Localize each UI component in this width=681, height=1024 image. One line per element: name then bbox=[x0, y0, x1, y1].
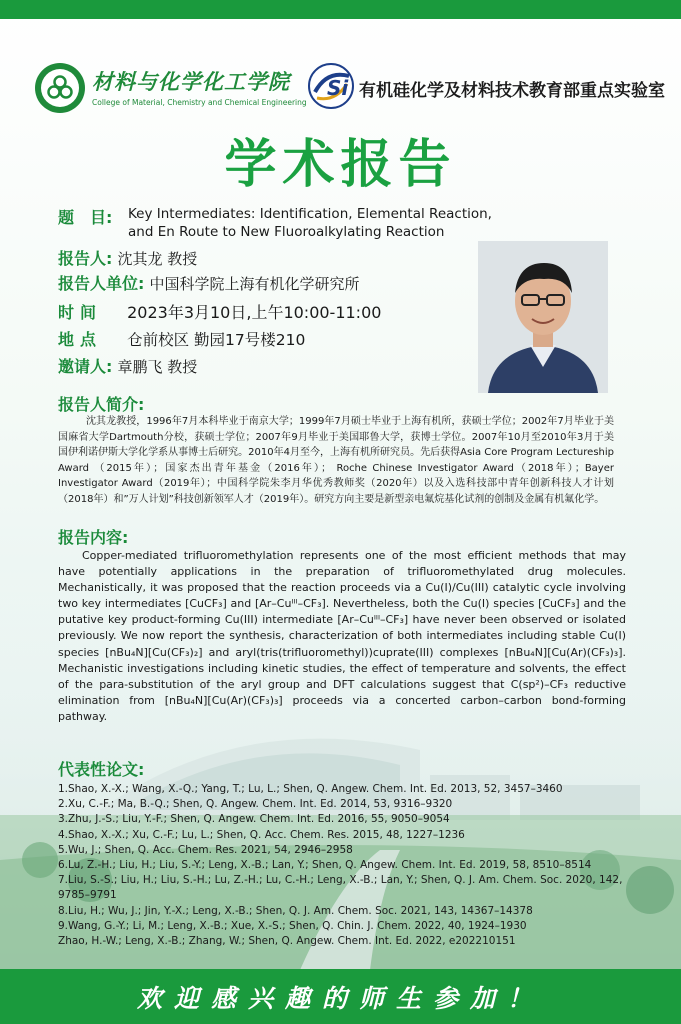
abstract-heading: 报告内容: bbox=[58, 528, 129, 547]
college-emblem-icon bbox=[34, 62, 86, 114]
paper-list bbox=[58, 782, 638, 949]
host-label: 邀请人: bbox=[58, 357, 113, 376]
speaker-photo bbox=[478, 241, 608, 393]
paper-item: 8.Liu, H.; Wu, J.; Jin, Y.-X.; Leng, X.-B.; Shen, Q. J. Am. Chem. Soc. 2021, 143, 14367–14378 bbox=[58, 904, 533, 917]
time-row bbox=[58, 300, 381, 323]
bio-text: 沈其龙教授，1996年7月本科毕业于南京大学；1999年7月硕士毕业于上海有机所，获硕士学位；2002年7月毕业于美国麻省大学Dartmouth分校，获硕士学位；2007年9月毕业于美国耶鲁大学，获博士学位。2007年10月至2010年3月于美国伊利诺伊斯大学化学系从事博士后研究。2010年4月至今，上海有机所研究员。先后获得Asia Core Program Lectureship Award （2015年）；国家杰出青年基金（2016年）； Roche Chinese Investigator Award（2018年）；Bayer Investigator Award（2019年）；中国科学院朱李月华优秀教师奖（2020年）以及入选科技部中青年创新科技人才计划（2018年）和”万人计划”科技创新领军人才（2019年）。研究方向主要是新型亲电氟烷基化试剂的创制及金属有机氟化学。 bbox=[58, 416, 614, 505]
place-row bbox=[58, 327, 305, 350]
topic-label: 题 目: bbox=[58, 208, 113, 227]
lab-name: 有机硅化学及材料技术教育部重点实验室 bbox=[359, 81, 665, 101]
paper-item: 4.Shao, X.-X.; Xu, C.-F.; Lu, L.; Shen, Q. Acc. Chem. Res. 2015, 48, 1227–1236 bbox=[58, 828, 465, 841]
paper-item: 7.Liu, S.-S.; Liu, H.; Liu, S.-H.; Lu, Z.-H.; Lu, C.-H.; Leng, X.-B.; Lan, Y.; Shen, Q. J. Am. Chem. Soc. 2020, 142, 9785–9791 bbox=[58, 874, 623, 902]
paper-item: 1.Shao, X.-X.; Wang, X.-Q.; Yang, T.; Lu, L.; Shen, Q. Angew. Chem. Int. Ed. 2013, 52, 3457–3460 bbox=[58, 783, 563, 795]
affiliation-row bbox=[58, 271, 360, 294]
college-name-cn: 材料与化学化工学院 bbox=[92, 69, 290, 94]
paper-item: 5.Wu, J.; Shen, Q. Acc. Chem. Res. 2021, 54, 2946–2958 bbox=[58, 843, 353, 856]
speaker-name: 沈其龙 教授 bbox=[117, 250, 198, 268]
place-value: 仓前校区 勤园17号楼210 bbox=[127, 331, 306, 349]
svg-text:Si: Si bbox=[327, 76, 349, 100]
topic-row bbox=[58, 205, 112, 228]
si-lab-logo-icon bbox=[307, 62, 355, 110]
speaker-row bbox=[58, 246, 197, 269]
college-name-en: College of Material, Chemistry and Chemical Engineering bbox=[92, 98, 307, 107]
topic-line-1: Key Intermediates: Identification, Elemental Reaction, bbox=[128, 206, 492, 222]
footer-bar bbox=[0, 969, 681, 1024]
abstract-text: Copper-mediated trifluoromethylation represents one of the most efficient methods that may have potentially applications in the preparation of trifluoromethylated drug molecules. Mechanistically, it was proposed that the reaction proceeds via a Cu(I)/Cu(III) catalytic cycle involving two key intermediates [CuCF₃] and [Ar–Cuᴵᴵᴵ–CF₃]. Nevertheless, both the Cu(I) species [CuCF₃] and the putative key product-forming Cu(III) intermediate [Ar–Cuᴵᴵᴵ–CF₃] have never been observed or isolated previously. We now report the synthesis, characterization of both intermediates including stable Cu(I) species [nBu₄N][Cu(CF₃)₂] and aryl(tris(trifluoromethyl))cuprate(III) complexes [nBu₄N][Cu(Ar)(CF₃)₃]. Mechanistic investigations including kinetic studies, the effect of temperature and solvents, the effect of the para-substitution of the aryl group and DFT calculations suggest that C(sp²)–CF₃ reductive elimination from [nBu₄N][Cu(Ar)(CF₃)₃] proceeds via a concerted carbon–carbon bond-forming pathway. bbox=[58, 549, 626, 723]
paper-item: Zhao, H.-W.; Leng, X.-B.; Zhang, W.; Shen, Q. Angew. Chem. Int. Ed. 2022, e202210151 bbox=[58, 935, 516, 948]
time-value: 2023年3月10日,上午10:00-11:00 bbox=[127, 303, 382, 322]
place-label: 地点 bbox=[58, 330, 103, 349]
top-bar bbox=[0, 0, 681, 19]
affiliation-label: 报告人单位: bbox=[58, 274, 145, 293]
page-title: 学术报告 bbox=[224, 135, 457, 195]
affiliation-value: 中国科学院上海有机化学研究所 bbox=[149, 275, 360, 293]
college-name bbox=[92, 66, 307, 107]
paper-item: 3.Zhu, J.-S.; Liu, Y.-F.; Shen, Q. Angew. Chem. Int. Ed. 2016, 55, 9050–9054 bbox=[58, 813, 450, 826]
speaker-label: 报告人: bbox=[58, 249, 113, 268]
time-label: 时间 bbox=[58, 303, 103, 322]
papers-heading: 代表性论文: bbox=[58, 760, 145, 779]
paper-item: 9.Wang, G.-Y.; Li, M.; Leng, X.-B.; Xue, X.-S.; Shen, Q. Chin. J. Chem. 2022, 40, 1924–1930 bbox=[58, 919, 527, 932]
bio-heading: 报告人简介: bbox=[58, 395, 145, 414]
host-row bbox=[58, 354, 197, 377]
paper-item: 6.Lu, Z.-H.; Liu, H.; Liu, S.-Y.; Leng, X.-B.; Lan, Y.; Shen, Q. Angew. Chem. Int. Ed. 2019, 58, 8510–8514 bbox=[58, 859, 592, 872]
topic-line-2: and En Route to New Fluoroalkylating Reaction bbox=[128, 224, 445, 240]
footer-welcome-text: 欢迎感兴趣的师生参加！ bbox=[136, 983, 544, 1013]
host-name: 章鹏飞 教授 bbox=[117, 358, 198, 376]
paper-item: 2.Xu, C.-F.; Ma, B.-Q.; Shen, Q. Angew. Chem. Int. Ed. 2014, 53, 9316–9320 bbox=[58, 798, 453, 811]
